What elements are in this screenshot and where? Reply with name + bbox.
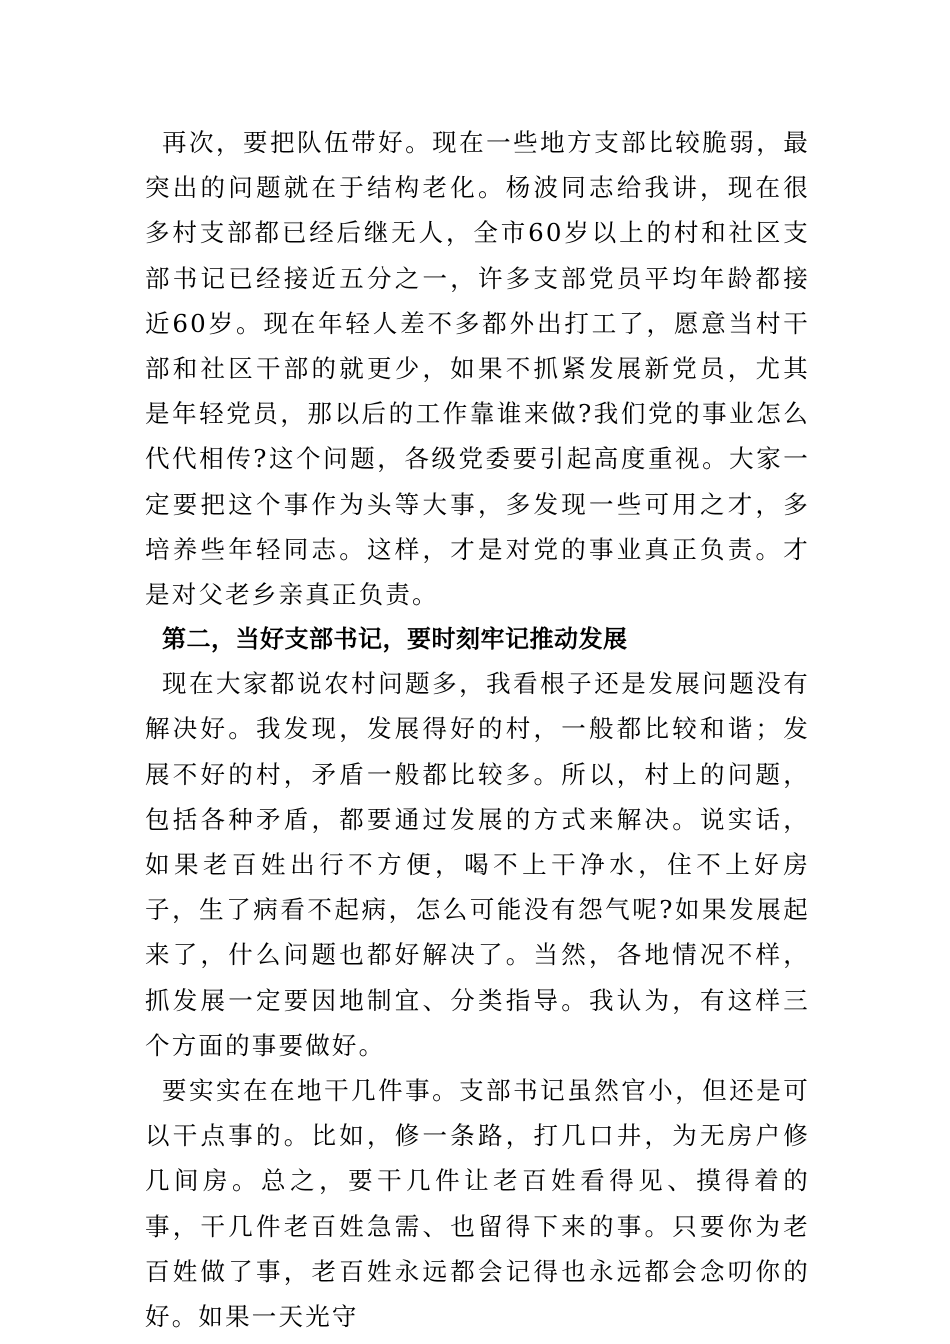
paragraph-do-practical-things: 要实实在在地干几件事。支部书记虽然官小，但还是可以干点事的。比如，修一条路，打几口井，为无房户修几间房。总之，要干几件让老百姓看得见、摸得着的事，干几件老百姓急需、也留得下来的事。只要你为老百姓做了事，老百姓永远都会记得也永远都会念叨你的好。如果一天光守: [145, 1076, 810, 1332]
paragraph-development-issues: 现在大家都说农村问题多，我看根子还是发展问题没有解决好。我发现，发展得好的村，一般都比较和谐；发展不好的村，矛盾一般都比较多。所以，村上的问题，包括各种矛盾，都要通过发展的方式来解决。说实话，如果老百姓出行不方便，喝不上干净水，住不上好房子，生了病看不起病，怎么可能没有怨气呢?如果发展起来了，什么问题也都好解决了。当然，各地情况不样，抓发展一定要因地制宜、分类指导。我认为，有这样三个方面的事要做好。: [145, 669, 810, 1060]
paragraph-team-building: 再次，要把队伍带好。现在一些地方支部比较脆弱，最突出的问题就在于结构老化。杨波同志给我讲，现在很多村支部都已经后继无人，全市60岁以上的村和社区支部书记已经接近五分之一，许多支部党员平均年龄都接近60岁。现在年轻人差不多都外出打工了，愿意当村干部和社区干部的就更少，如果不抓紧发展新党员，尤其是年轻党员，那以后的工作靠谁来做?我们党的事业怎么代代相传?这个问题，各级党委要引起高度重视。大家一定要把这个事作为头等大事，多发现一些可用之才，多培养些年轻同志。这样，才是对党的事业真正负责。才是对父老乡亲真正负责。: [145, 128, 810, 610]
section-heading-promote-development: 第二，当好支部书记，要时刻牢记推动发展: [162, 625, 628, 654]
document-body: [145, 120, 810, 1339]
